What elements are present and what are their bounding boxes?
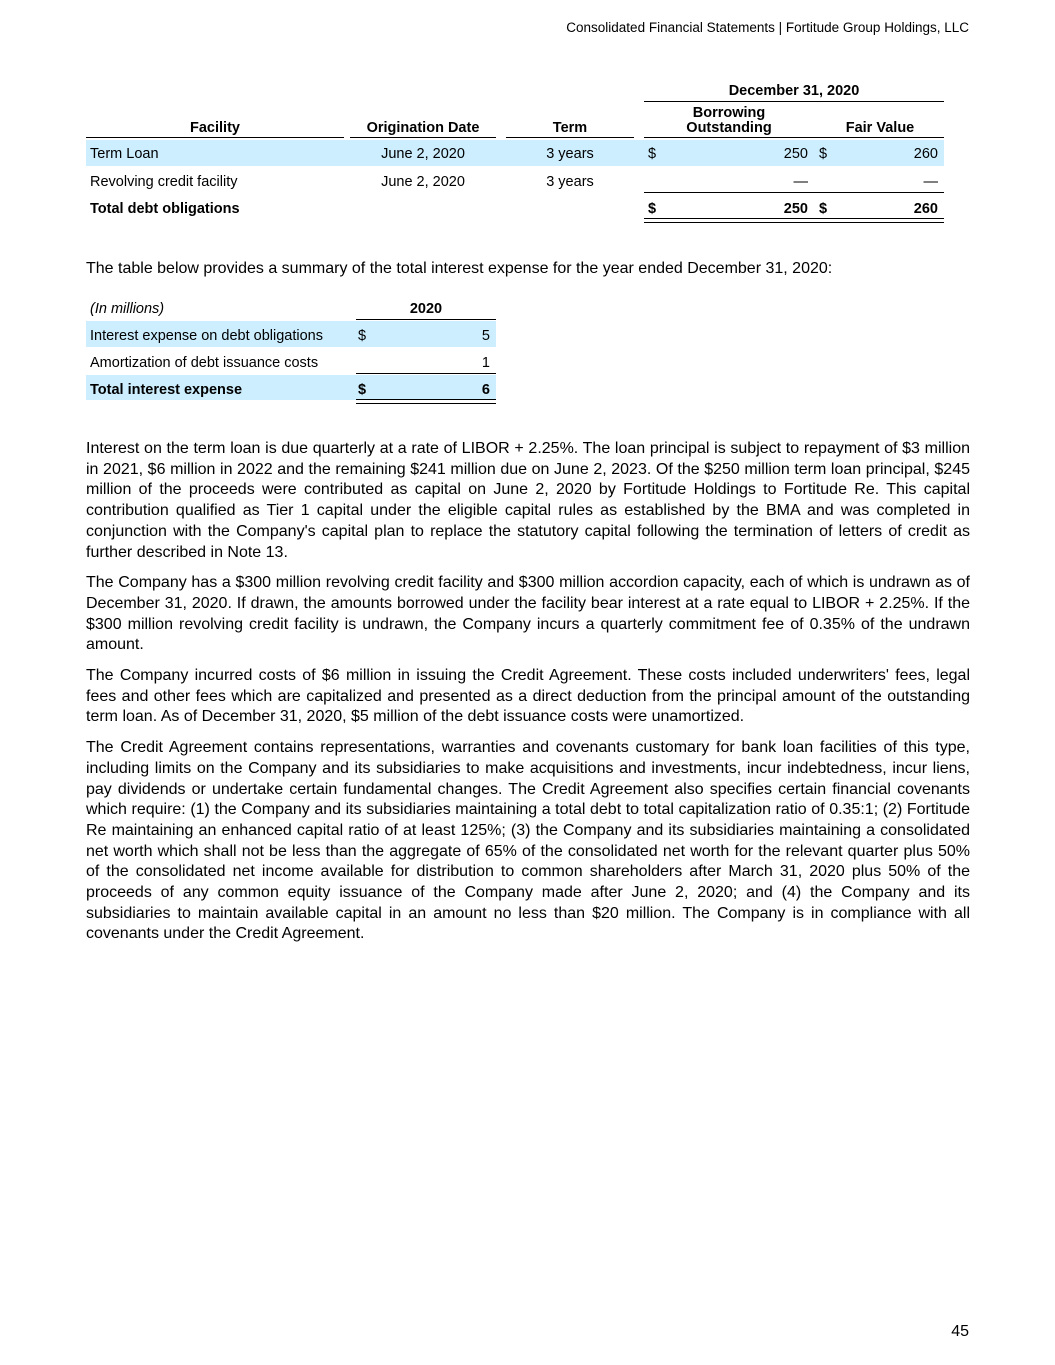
column-header-fair-value: Fair Value (845, 120, 915, 136)
divider (356, 319, 496, 320)
table-row-value: 1 (481, 355, 490, 371)
column-header-year: 2020 (409, 301, 443, 317)
column-group-header: December 31, 2020 (728, 83, 860, 99)
interest-expense-table (86, 297, 498, 407)
paragraph: The Company incurred costs of $6 million in issuing the Credit Agreement. These costs included underwriters' fees, legal fees and other fees which are capitalized and presented as a direct deduction from the principal amount of the outstanding term loan. As of December 31, 2020, $5 million of the debt issuance costs were unamortized. (86, 667, 970, 726)
total-row-fv-value: 260 (913, 201, 938, 217)
paragraph: Interest on the term loan is due quarterly at a rate of LIBOR + 2.25%. The loan principal is subject to repayment of $3 million in 2021, $6 million in 2022 and the remaining $241 million due on June 2, 2023. Of the $250 million term loan principal, $245 million of the proceeds were contributed as capital on June 2, 2020 by Fortitude Holdings to Fortitude Re. This capital contribution qualified as Tier 1 capital under the eligible capital rules as established by the BMA and was completed in conjunction with the Company's capital plan to replace the statutory capital following the termination of letters of credit as further described in Note 13. (86, 440, 970, 561)
divider (644, 192, 944, 193)
table-row-fv-currency: $ (819, 146, 828, 162)
table-row-bo-value: 250 (783, 146, 808, 162)
table-row-term: 3 years (546, 146, 594, 162)
paragraph: The Credit Agreement contains representations, warranties and covenants customary for bank loan facilities of this type, including limits on the Company and its subsidiaries to make acquisitions and investments, incur indebtedness, incur liens, pay dividends or undertake certain fundamental changes. The Credit Agreement also specifies certain financial covenants which require: (1) the Company and its subsidiaries maintaining a total debt to total capitalization ratio of 0.35:1; (2) Fortitude Re maintaining an enhanced capital ratio of at least 125%; (3) the Company and its subsidiaries maintaining a consolidated net worth which shall not be less than the aggregate of 65% of the consolidated net worth for the relevant quarter plus 50% of the consolidated net income available for distribution to common shareholders after March 31, 2020 plus 50% of the proceeds of any common equity issuance of the Company made after June 2, 2020; and (4) the Company and its subsidiaries to maintain available capital in an amount no less than $20 million. The Company is in compliance with all covenants under the Credit Agreement. (86, 739, 970, 943)
table-row-origination-date: June 2, 2020 (381, 174, 465, 190)
divider (506, 137, 634, 138)
divider (350, 137, 496, 138)
divider (644, 101, 944, 102)
total-row-value: 6 (481, 382, 490, 398)
total-row-label: Total debt obligations (90, 201, 240, 217)
total-row-bo-value: 250 (783, 201, 808, 217)
total-row-label: Total interest expense (90, 382, 243, 398)
total-row-fv-currency: $ (819, 201, 828, 217)
table-row-origination-date: June 2, 2020 (381, 146, 465, 162)
table-row-value: 5 (481, 328, 490, 344)
page-number: 45 (951, 1323, 969, 1340)
debt-obligations-table (86, 80, 944, 225)
page-header: Consolidated Financial Statements | Fortitude Group Holdings, LLC (566, 20, 969, 35)
table-row-currency: $ (358, 328, 367, 344)
total-row-currency: $ (358, 382, 367, 398)
unit-label: (In millions) (90, 301, 165, 317)
intro-text: The table below provides a summary of the total interest expense for the year ended December 31, 2020: (86, 260, 833, 277)
table-row-term: 3 years (546, 174, 594, 190)
double-underline (356, 399, 496, 404)
column-header-borrowing-line1: Borrowing (692, 105, 766, 121)
divider (644, 137, 944, 138)
table-row-facility: Term Loan (90, 146, 159, 162)
table-row-bo-value: — (793, 174, 808, 190)
double-underline (644, 218, 944, 223)
column-header-borrowing-line2: Outstanding (686, 120, 772, 136)
divider (86, 137, 344, 138)
table-row-fv-value: — (923, 174, 938, 190)
table-row-fv-value: 260 (913, 146, 938, 162)
paragraph: The Company has a $300 million revolving credit facility and $300 million accordion capacity, each of which is undrawn as of December 31, 2020. If drawn, the amounts borrowed under the facility bear interest at a rate equal to LIBOR + 2.25%. If the $300 million revolving credit facility is undrawn, the Company incurs a quarterly commitment fee of 0.35% of the undrawn amount. (86, 574, 970, 654)
table-row-bo-currency: $ (648, 146, 657, 162)
table-row-label: Amortization of debt issuance costs (90, 355, 319, 371)
table-row-facility: Revolving credit facility (90, 174, 238, 190)
total-row-bo-currency: $ (648, 201, 657, 217)
body-text (86, 439, 970, 955)
column-header-term: Term (552, 120, 588, 136)
table-row-label: Interest expense on debt obligations (90, 328, 323, 344)
column-header-facility: Facility (190, 120, 240, 136)
divider (356, 373, 496, 374)
column-header-origination-date: Origination Date (366, 120, 480, 136)
